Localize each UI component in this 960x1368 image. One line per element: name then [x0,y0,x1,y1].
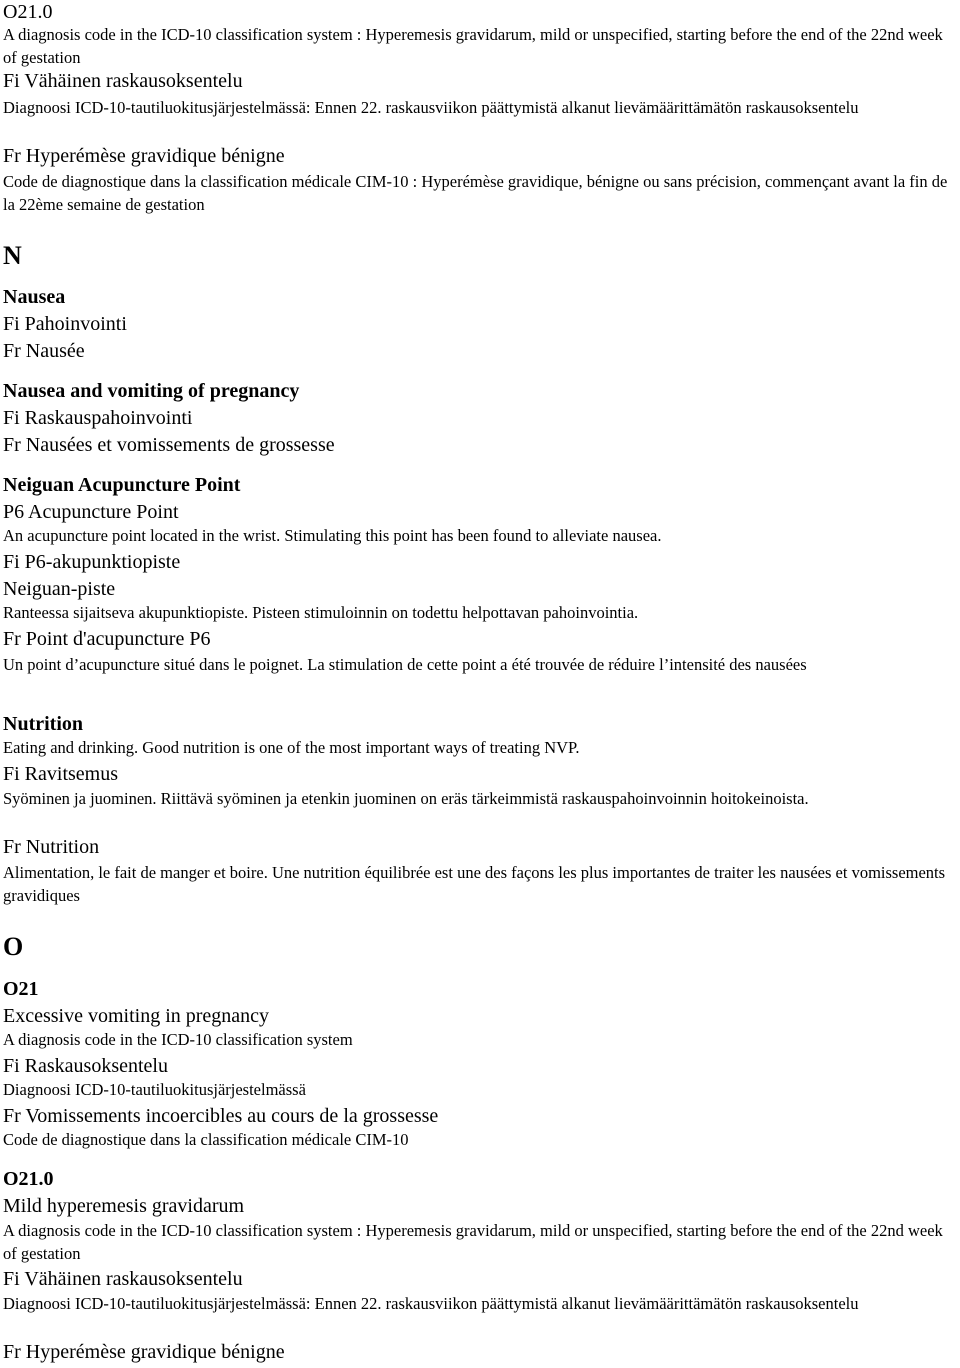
term-title-nausea: Nausea [3,286,66,308]
section-letter-o: O [3,932,24,961]
entry-fi-description: Diagnoosi ICD-10-tautiluokitusjärjestelmässä: Ennen 22. raskausviikon päättymistä alkanut lievämäärittämätön raskausoksentelu [3,98,859,117]
term-subtitle: Mild hyperemesis gravidarum [3,1195,245,1217]
term-title-o21-0: O21.0 [3,1168,54,1190]
term-fi: Fi Pahoinvointi [3,313,127,335]
term-title-nvp: Nausea and vomiting of pregnancy [3,380,300,402]
term-fi: Fi Ravitsemus [3,763,119,785]
term-fi: Fi Raskausoksentelu [3,1055,168,1077]
term-fi-description: Diagnoosi ICD-10-tautiluokitusjärjestelmässä [3,1080,306,1099]
term-fi-description: Syöminen ja juominen. Riittävä syöminen ja etenkin juominen on eräs tärkeimmistä raskauspahoinvoinnin hoitokeinoista. [3,789,809,808]
term-fr: Fr Point d'acupuncture P6 [3,628,211,650]
term-en-description: A diagnosis code in the ICD-10 classification system : Hyperemesis gravidarum, mild or unspecified, starting before the end of the 22nd week of gestation [3,1221,943,1263]
term-fi-description: Ranteessa sijaitseva akupunktiopiste. Pisteen stimuloinnin on todettu helpottavan pahoinvointia. [3,603,639,622]
term-fr: Fr Nutrition [3,836,100,858]
term-fr-description: Un point d’acupuncture situé dans le poignet. La stimulation de cette point a été trouvée de réduire l’intensité des nausées [3,655,807,674]
entry-en-description: A diagnosis code in the ICD-10 classification system : Hyperemesis gravidarum, mild or unspecified, starting before the end of the 22nd week of gestation [3,25,943,67]
term-title-o21: O21 [3,978,39,1000]
term-fi-alt: Neiguan-piste [3,578,116,600]
term-fi-description: Diagnoosi ICD-10-tautiluokitusjärjestelmässä: Ennen 22. raskausviikon päättymistä alkanut lievämäärittämätön raskausoksentelu [3,1294,859,1313]
section-letter-n: N [3,241,22,270]
term-fr: Fr Nausées et vomissements de grossesse [3,434,335,456]
entry-fr-term: Fr Hyperémèse gravidique bénigne [3,145,285,167]
term-fi: Fi Vähäinen raskausoksentelu [3,1268,243,1290]
term-title-neiguan: Neiguan Acupuncture Point [3,474,241,496]
term-fi: Fi P6-akupunktiopiste [3,551,181,573]
term-fr: Fr Hyperémèse gravidique bénigne [3,1341,285,1363]
term-fr-description: Alimentation, le fait de manger et boire. Une nutrition équilibrée est une des façons les plus importantes de traiter les nausées et vomissements gravidiques [3,863,946,905]
entry-code: O21.0 [3,1,53,23]
term-fi: Fi Raskauspahoinvointi [3,407,193,429]
entry-fr-description: Code de diagnostique dans la classification médicale CIM-10 : Hyperémèse gravidique, bénigne ou sans précision, commençant avant la fin de la 22ème semaine de gestation [3,172,948,214]
term-fr-description: Code de diagnostique dans la classification médicale CIM-10 [3,1130,409,1149]
term-en-description: A diagnosis code in the ICD-10 classification system [3,1030,353,1049]
term-en-description: An acupuncture point located in the wrist. Stimulating this point has been found to alleviate nausea. [3,526,662,545]
term-subtitle: Excessive vomiting in pregnancy [3,1005,270,1027]
term-fr: Fr Nausée [3,340,85,362]
term-en-description: Eating and drinking. Good nutrition is one of the most important ways of treating NVP. [3,738,580,757]
term-subtitle: P6 Acupuncture Point [3,501,179,523]
entry-fi-term: Fi Vähäinen raskausoksentelu [3,70,243,92]
term-fr: Fr Vomissements incoercibles au cours de la grossesse [3,1105,439,1127]
term-title-nutrition: Nutrition [3,713,83,735]
